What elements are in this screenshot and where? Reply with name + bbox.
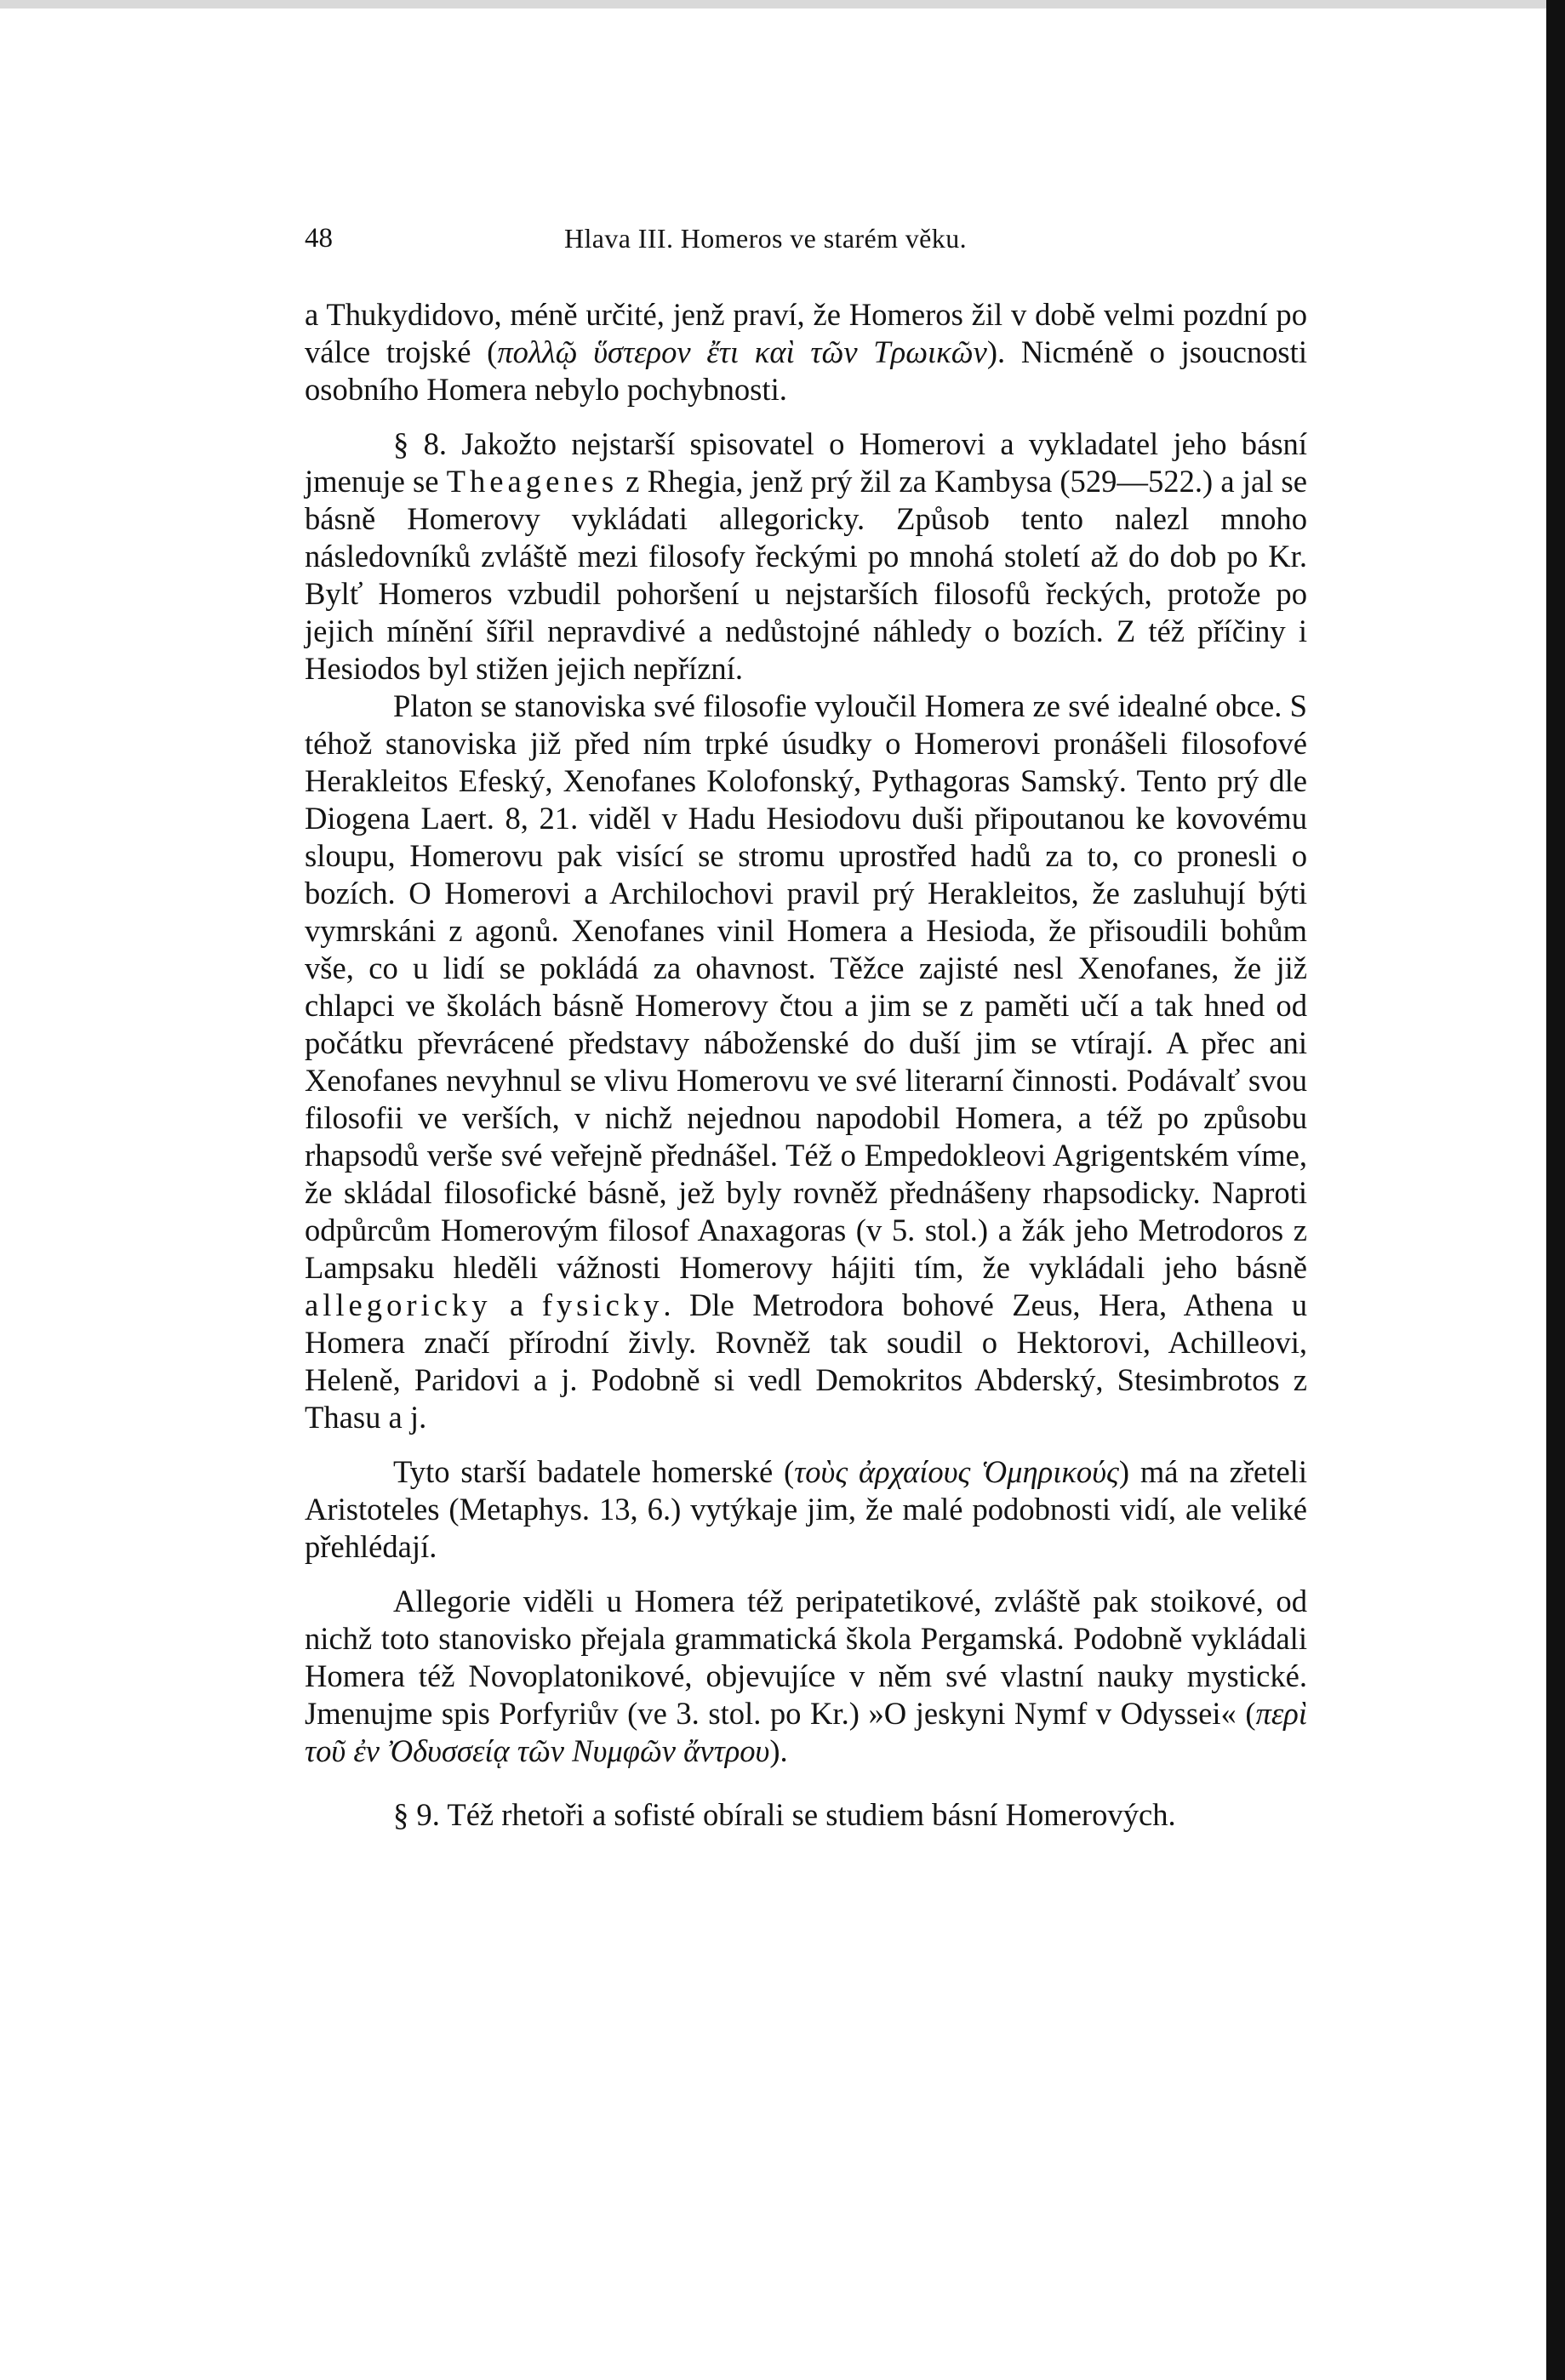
paragraph-3-spaced-1: allegoricky bbox=[305, 1287, 492, 1322]
paragraph-section-9 bbox=[305, 1796, 1307, 1834]
paragraph-5 bbox=[305, 1583, 1307, 1770]
paragraph-3-spaced-2: fysicky bbox=[541, 1287, 664, 1322]
page-body bbox=[305, 296, 1307, 1834]
paragraph-5-greek: περὶ τοῦ ἐν Ὀδυσσείᾳ τῶν Νυμφῶν ἄντρου bbox=[305, 1696, 1307, 1768]
paragraph-2-spaced: Theagenes bbox=[446, 464, 619, 499]
paragraph-1-greek: πολλῷ ὕστερον ἔτι καὶ τῶν Τρωικῶν bbox=[497, 334, 987, 369]
paragraph-4-text-a: Tyto starší badatele homerské ( bbox=[393, 1454, 795, 1489]
paragraph-3 bbox=[305, 688, 1307, 1436]
paragraph-6-text: § 9. Též rhetoři a sofisté obírali se studiem básní Homerových. bbox=[393, 1797, 1176, 1832]
paragraph-3-text-a: Platon se stanoviska své filosofie vyloučil Homera ze své idealné obce. S téhož stanoviska již před ním trpké úsudky o Homerovi pronášeli filosofové Herakleitos Efeský, Xenofanes Kolofonský, Pythagoras Samský. Tento prý dle Diogena Laert. 8, 21. viděl v Hadu Hesiodovu duši připoutanou ke kovovému sloupu, Homerovu pak visící se stromu uprostřed hadů za to, co pronesli o bozích. O Homerovi a Archilochovi pravil prý Herakleitos, že zasluhují býti vymrskáni z agonů. Xenofanes vinil Homera a Hesioda, že přisoudili bohům vše, co u lidí se pokládá za ohavnost. Těžce zajisté nesl Xenofanes, že již chlapci ve školách básně Homerovy čtou a jim se z paměti učí a tak hned od počátku převrácené představy náboženské do duší jim se vtírají. A přec ani Xenofanes nevyhnul se vlivu Homerovu ve své literarní činnosti. Podávalť svou filosofii ve verších, v nichž nejednou napodobil Homera, a též po způsobu rhapsodů verše své veřejně přednášel. Též o Empedokleovi Agrigentském víme, že skládal filosofické básně, jež byly rovněž přednášeny rhapsodicky. Naproti odpůrcům Homerovým filosof Anaxagoras (v 5. stol.) a žák jeho Metrodoros z Lampsaku hleděli vážnosti Homerovy hájiti tím, že vykládali jeho básně bbox=[305, 688, 1307, 1285]
paragraph-5-text-a: Allegorie viděli u Homera též peripatetikové, zvláště pak stoikové, od nichž toto stanovisko přejala grammatická škola Pergamská. Podobně vykládali Homera též Novoplatonikové, objevujíce v něm své vlastní nauky mystické. Jmenujme spis Porfyriův (ve 3. stol. po Kr.) »O jeskyni Nymf v Odyssei« ( bbox=[305, 1584, 1307, 1731]
paragraph-3-text-mid: a bbox=[491, 1287, 542, 1322]
paragraph-4-greek: τοὺς ἀρχαίους Ὁμηρικούς bbox=[794, 1454, 1119, 1489]
paragraph-4 bbox=[305, 1453, 1307, 1566]
page-header bbox=[305, 213, 1307, 264]
paragraph-1-text-a: a Thukydidovo, méně určité, jenž praví, že Homeros žil v době velmi pozdní po válce trojské ( bbox=[305, 297, 1307, 369]
paragraph-2-text-b: z Rhegia, jenž prý žil za Kambysa (529—522.) a jal se básně Homerovy vykládati allegoricky. Způsob tento nalezl mnoho následovníků zvláště mezi filosofy řeckými po mnohá století až do dob po Kr. Bylť Homeros vzbudil pohoršení u nejstarších filosofů řeckých, protože po jejich mínění šířil nepravdivé a nedůstojné náhledy o bozích. Z též příčiny i Hesiodos byl stižen jejich nepřízní. bbox=[305, 464, 1307, 686]
book-page bbox=[305, 213, 1307, 1834]
paragraph-1 bbox=[305, 296, 1307, 408]
paragraph-5-text-b: ). bbox=[769, 1733, 788, 1768]
page-number: 48 bbox=[305, 223, 333, 254]
paragraph-2-text-a: § 8. Jakožto nejstarší spisovatel o Homerovi a vykladatel jeho básní jmenuje se bbox=[305, 426, 1307, 499]
paragraph-3-text-b: . Dle Metrodora bohové Zeus, Hera, Athena u Homera značí přírodní živly. Rovněž tak soudil o Hektorovi, Achilleovi, Heleně, Paridovi a j. Podobně si vedl Demokritos Abderský, Stesimbrotos z Thasu a j. bbox=[305, 1287, 1308, 1435]
paragraph-section-8 bbox=[305, 425, 1307, 688]
paragraph-1-text-b: ). Nicméně o jsoucnosti osobního Homera nebylo pochybnosti. bbox=[305, 334, 1307, 407]
scan-right-edge bbox=[1546, 0, 1565, 2380]
paragraph-4-text-b: ) má na zřeteli Aristoteles (Metaphys. 13, 6.) vytýkaje jim, že malé podobnosti vidí, ale veliké přehlédají. bbox=[305, 1454, 1308, 1564]
scan-top-edge bbox=[0, 0, 1565, 9]
running-head: Hlava III. Homeros ve starém věku. bbox=[564, 223, 967, 254]
